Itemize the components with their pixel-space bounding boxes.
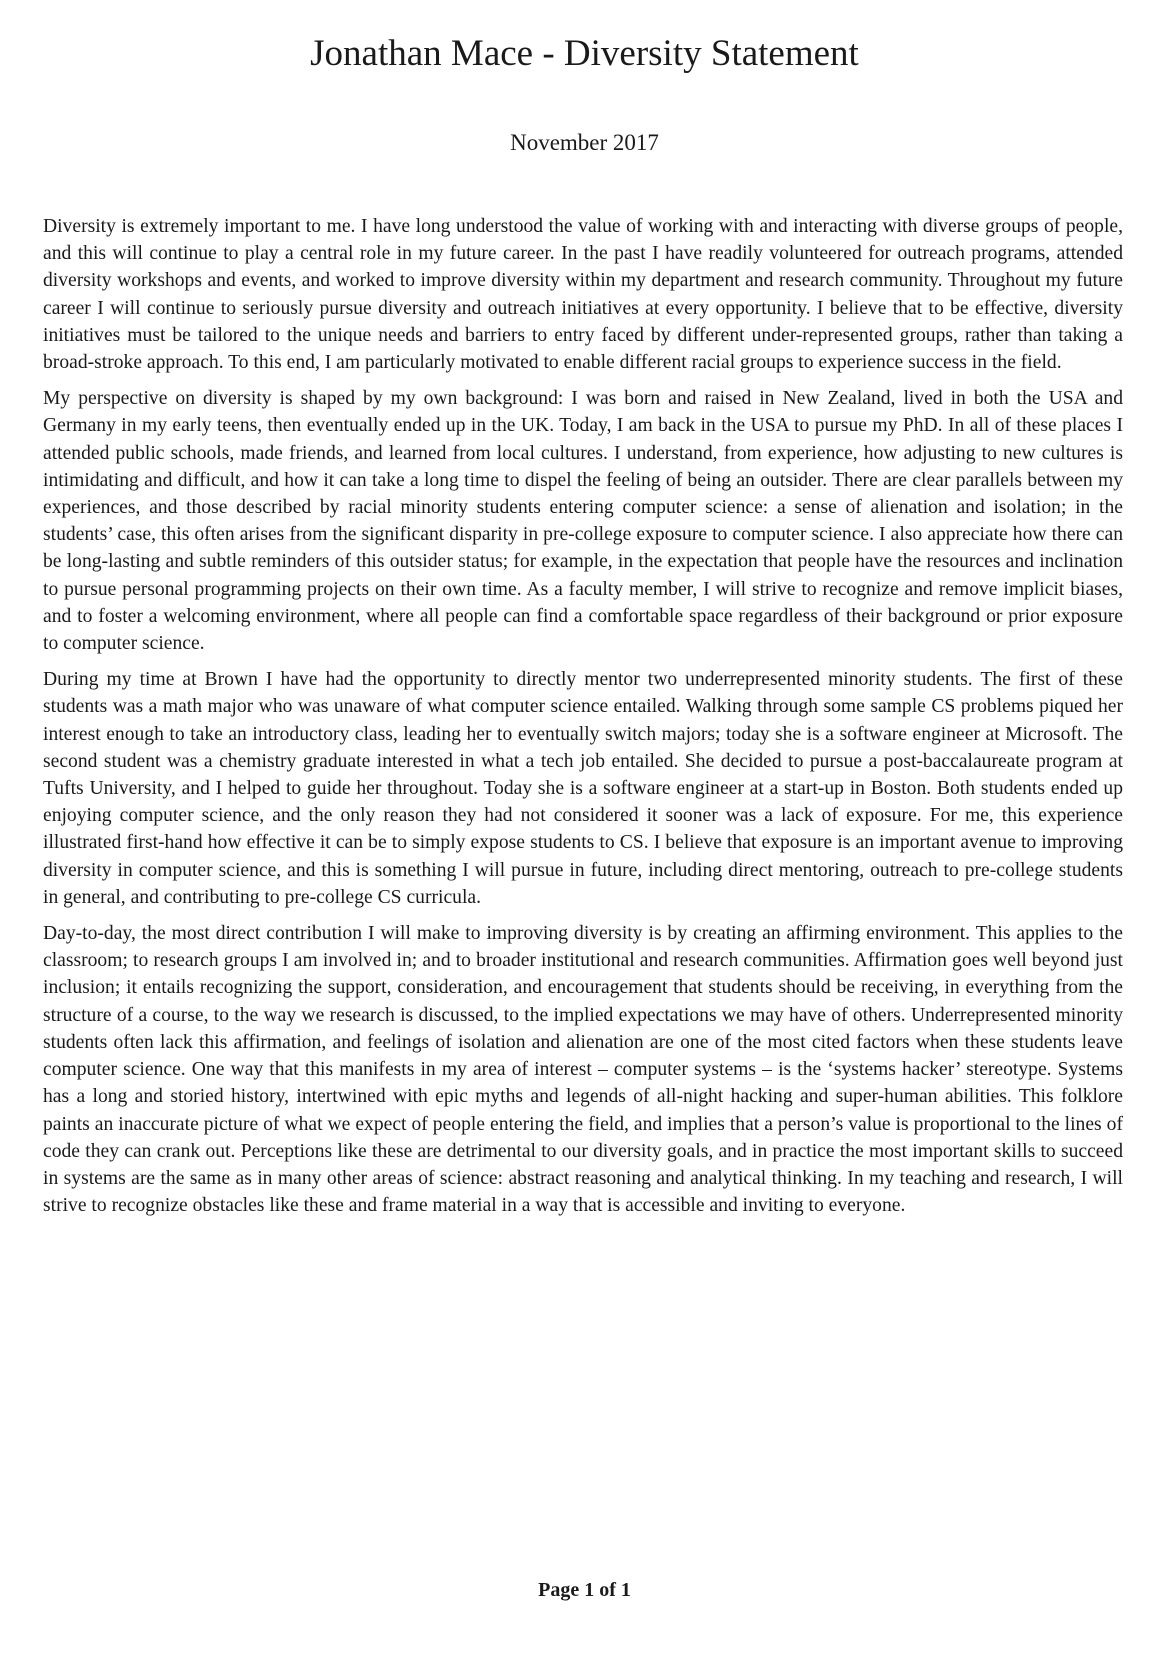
paragraph-3: During my time at Brown I have had the opportunity to directly mentor two underrepresented minority students. The first of these students was a math major who was unaware of what computer science entailed. Walking through some sample CS problems piqued her interest enough to take an introductory class, leading her to eventually switch majors; today she is a software engineer at Microsoft. The second student was a chemistry graduate interested in what a tech job entailed. She decided to pursue a post-baccalaureate program at Tufts University, and I helped to guide her throughout. Today she is a software engineer at a start-up in Boston. Both students ended up enjoying computer science, and the only reason they had not considered it sooner was a lack of exposure. For me, this experience illustrated first-hand how effective it can be to simply expose students to CS. I believe that exposure is an important avenue to improving diversity in computer science, and this is something I will pursue in future, including direct mentoring, outreach to pre-college students in general, and contributing to pre-college CS curricula.: [43, 669, 1123, 908]
paragraph-1: Diversity is extremely important to me. I have long understood the value of working with and interacting with diverse groups of people, and this will continue to play a central role in my future career. In the past I have readily volunteered for outreach programs, attended diversity workshops and events, and worked to improve diversity within my department and research community. Throughout my future career I will continue to seriously pursue diversity and outreach initiatives at every opportunity. I believe that to be effective, diversity initiatives must be tailored to the unique needs and barriers to entry faced by different under-represented groups, rather than taking a broad-stroke approach. To this end, I am particularly motivated to enable different racial groups to experience success in the field.: [43, 216, 1123, 374]
paragraph-4: Day-to-day, the most direct contribution I will make to improving diversity is by creating an affirming environment. This applies to the classroom; to research groups I am involved in; and to broader institutional and research communities. Affirmation goes well beyond just inclusion; it entails recognizing the support, consideration, and encouragement that students should be receiving, in everything from the structure of a course, to the way we research is discussed, to the implied expectations we may have of others. Underrepresented minority students often lack this affirmation, and feelings of isolation and alienation are one of the most cited factors when these students leave computer science. One way that this manifests in my area of interest – computer systems – is the ‘systems hacker’ stereotype. Systems has a long and storied history, intertwined with epic myths and legends of all-night hacking and super-human abilities. This folklore paints an inaccurate picture of what we expect of people entering the field, and implies that a person’s value is proportional to the lines of code they can crank out. Perceptions like these are detrimental to our diversity goals, and in practice the most important skills to succeed in systems are the same as in many other areas of science: abstract reasoning and analytical thinking. In my teaching and research, I will strive to recognize obstacles like these and frame material in a way that is accessible and inviting to everyone.: [43, 923, 1123, 1217]
paragraph-2: My perspective on diversity is shaped by my own background: I was born and raised in New Zealand, lived in both the USA and Germany in my early teens, then eventually ended up in the UK. Today, I am back in the USA to pursue my PhD. In all of these places I attended public schools, made friends, and learned from local cultures. I understand, from experience, how adjusting to new cultures is intimidating and difficult, and how it can take a long time to dispel the feeling of being an outsider. There are clear parallels between my experiences, and those described by racial minority students entering computer science: a sense of alienation and isolation; in the students’ case, this often arises from the significant disparity in pre-college exposure to computer science. I also appreciate how there can be long-lasting and subtle reminders of this outsider status; for example, in the expectation that people have the resources and inclination to pursue personal programming projects on their own time. As a faculty member, I will strive to recognize and remove implicit biases, and to foster a welcoming environment, where all people can find a comfortable space regardless of their background or prior exposure to computer science.: [43, 388, 1123, 655]
document-date: November 2017: [510, 130, 659, 155]
document-title: Jonathan Mace - Diversity Statement: [310, 33, 859, 74]
document-body: [43, 213, 1123, 1228]
page-number-footer: Page 1 of 1: [538, 1579, 631, 1601]
